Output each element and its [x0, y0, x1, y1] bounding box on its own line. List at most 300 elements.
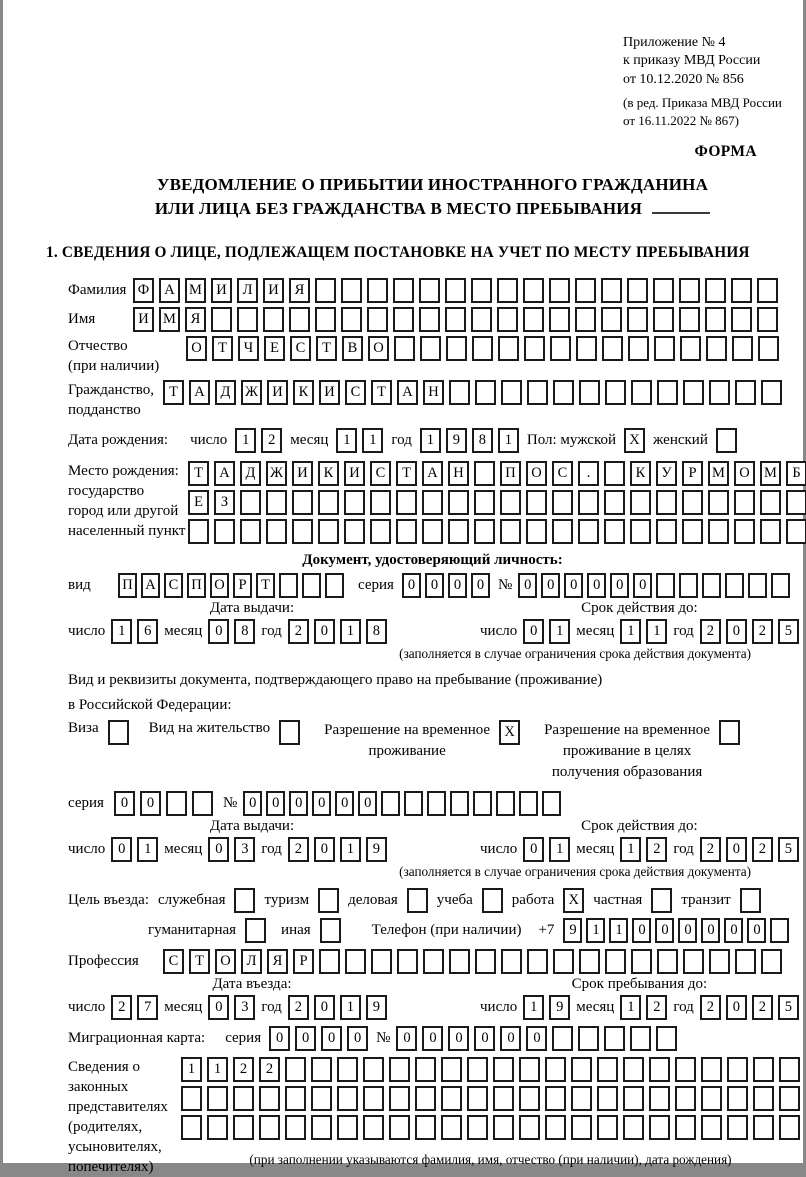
form-cell[interactable]: 2 [261, 428, 282, 453]
form-cell[interactable]: Е [264, 336, 285, 361]
form-cell[interactable]: И [292, 461, 313, 486]
form-cell[interactable] [475, 949, 496, 974]
form-cell[interactable] [279, 720, 300, 745]
form-cell[interactable]: 0 [471, 573, 490, 598]
form-cell[interactable] [654, 336, 675, 361]
form-cell[interactable]: 1 [620, 995, 641, 1020]
form-cell[interactable] [653, 278, 674, 303]
form-cell[interactable]: 1 [207, 1057, 228, 1082]
form-cell[interactable] [601, 278, 622, 303]
form-cell[interactable] [344, 490, 365, 515]
form-cell[interactable]: 0 [422, 1026, 443, 1051]
form-cell[interactable]: 0 [724, 918, 743, 943]
form-cell[interactable] [467, 1115, 488, 1140]
form-cell[interactable] [735, 380, 756, 405]
form-cell[interactable]: И [263, 278, 284, 303]
form-cell[interactable] [381, 791, 400, 816]
form-cell[interactable] [527, 380, 548, 405]
form-cell[interactable] [467, 1086, 488, 1111]
form-cell[interactable] [493, 1115, 514, 1140]
form-cell[interactable] [415, 1086, 436, 1111]
form-cell[interactable] [500, 490, 521, 515]
form-cell[interactable]: 0 [701, 918, 720, 943]
form-cell[interactable]: И [267, 380, 288, 405]
form-cell[interactable]: С [163, 949, 184, 974]
form-cell[interactable] [623, 1115, 644, 1140]
form-cell[interactable]: С [290, 336, 311, 361]
form-cell[interactable] [578, 1026, 599, 1051]
form-cell[interactable] [397, 949, 418, 974]
form-cell[interactable]: М [185, 278, 206, 303]
form-cell[interactable] [701, 1115, 722, 1140]
form-cell[interactable]: 0 [114, 791, 135, 816]
form-cell[interactable]: З [214, 490, 235, 515]
form-cell[interactable] [493, 1057, 514, 1082]
form-cell[interactable] [578, 490, 599, 515]
form-cell[interactable]: 0 [269, 1026, 290, 1051]
form-cell[interactable]: 2 [752, 837, 773, 862]
form-cell[interactable]: О [210, 573, 229, 598]
form-cell[interactable] [553, 949, 574, 974]
form-cell[interactable] [753, 1086, 774, 1111]
form-cell[interactable]: 0 [526, 1026, 547, 1051]
form-cell[interactable]: 1 [111, 619, 132, 644]
form-cell[interactable] [631, 380, 652, 405]
form-cell[interactable]: 6 [137, 619, 158, 644]
form-cell[interactable] [649, 1086, 670, 1111]
form-cell[interactable]: Ж [241, 380, 262, 405]
form-cell[interactable] [259, 1086, 280, 1111]
form-cell[interactable]: 0 [321, 1026, 342, 1051]
form-cell[interactable] [575, 278, 596, 303]
form-cell[interactable]: 0 [208, 995, 229, 1020]
form-cell[interactable] [396, 490, 417, 515]
form-cell[interactable]: О [734, 461, 755, 486]
form-cell[interactable]: Р [233, 573, 252, 598]
form-cell[interactable] [786, 490, 806, 515]
form-cell[interactable] [367, 278, 388, 303]
form-cell[interactable]: О [186, 336, 207, 361]
form-cell[interactable] [630, 519, 651, 544]
form-cell[interactable]: 0 [726, 995, 747, 1020]
form-cell[interactable]: 2 [259, 1057, 280, 1082]
form-cell[interactable]: 2 [700, 995, 721, 1020]
form-cell[interactable] [325, 573, 344, 598]
form-cell[interactable]: 1 [609, 918, 628, 943]
form-cell[interactable]: 1 [586, 918, 605, 943]
form-cell[interactable] [500, 519, 521, 544]
form-cell[interactable] [181, 1115, 202, 1140]
form-cell[interactable] [709, 380, 730, 405]
form-cell[interactable] [519, 791, 538, 816]
form-cell[interactable] [630, 490, 651, 515]
form-cell[interactable] [605, 949, 626, 974]
form-cell[interactable] [731, 307, 752, 332]
form-cell[interactable] [474, 490, 495, 515]
form-cell[interactable]: М [159, 307, 180, 332]
form-cell[interactable]: С [164, 573, 183, 598]
form-cell[interactable] [552, 1026, 573, 1051]
form-cell[interactable] [679, 278, 700, 303]
form-cell[interactable]: 2 [700, 837, 721, 862]
form-cell[interactable]: У [656, 461, 677, 486]
form-cell[interactable]: 8 [472, 428, 493, 453]
form-cell[interactable] [181, 1086, 202, 1111]
form-cell[interactable] [496, 791, 515, 816]
form-cell[interactable]: 2 [288, 995, 309, 1020]
form-cell[interactable] [675, 1057, 696, 1082]
form-cell[interactable] [604, 1026, 625, 1051]
form-cell[interactable]: А [422, 461, 443, 486]
form-cell[interactable]: А [159, 278, 180, 303]
form-cell[interactable] [708, 490, 729, 515]
form-cell[interactable]: О [368, 336, 389, 361]
form-cell[interactable] [318, 490, 339, 515]
form-cell[interactable] [725, 573, 744, 598]
form-cell[interactable]: 0 [655, 918, 674, 943]
form-cell[interactable]: 0 [358, 791, 377, 816]
form-cell[interactable] [370, 519, 391, 544]
form-cell[interactable]: К [630, 461, 651, 486]
form-cell[interactable]: Т [189, 949, 210, 974]
form-cell[interactable] [501, 949, 522, 974]
form-cell[interactable] [363, 1086, 384, 1111]
form-cell[interactable] [628, 336, 649, 361]
form-cell[interactable]: Д [240, 461, 261, 486]
form-cell[interactable] [779, 1057, 800, 1082]
form-cell[interactable] [501, 380, 522, 405]
form-cell[interactable] [571, 1115, 592, 1140]
form-cell[interactable]: 1 [340, 995, 361, 1020]
form-cell[interactable]: А [214, 461, 235, 486]
form-cell[interactable] [709, 949, 730, 974]
form-cell[interactable] [498, 336, 519, 361]
form-cell[interactable]: 2 [700, 619, 721, 644]
form-cell[interactable]: К [318, 461, 339, 486]
form-cell[interactable] [701, 1057, 722, 1082]
form-cell[interactable] [341, 278, 362, 303]
form-cell[interactable] [771, 573, 790, 598]
form-cell[interactable]: И [344, 461, 365, 486]
form-cell[interactable] [344, 519, 365, 544]
form-cell[interactable] [311, 1086, 332, 1111]
form-cell[interactable]: М [760, 461, 781, 486]
form-cell[interactable] [337, 1115, 358, 1140]
form-cell[interactable] [716, 428, 737, 453]
form-cell[interactable]: П [118, 573, 137, 598]
form-cell[interactable] [292, 490, 313, 515]
form-cell[interactable] [682, 490, 703, 515]
form-cell[interactable] [519, 1115, 540, 1140]
form-cell[interactable] [757, 278, 778, 303]
form-cell[interactable]: 0 [140, 791, 161, 816]
form-cell[interactable]: Л [237, 278, 258, 303]
form-cell[interactable] [311, 1057, 332, 1082]
form-cell[interactable] [523, 278, 544, 303]
form-cell[interactable]: М [708, 461, 729, 486]
form-cell[interactable] [575, 307, 596, 332]
form-cell[interactable]: 9 [366, 837, 387, 862]
form-cell[interactable]: 2 [111, 995, 132, 1020]
form-cell[interactable] [732, 336, 753, 361]
form-cell[interactable]: 8 [234, 619, 255, 644]
form-cell[interactable]: Ч [238, 336, 259, 361]
form-cell[interactable] [649, 1057, 670, 1082]
form-cell[interactable] [396, 519, 417, 544]
form-cell[interactable] [234, 888, 255, 913]
form-cell[interactable]: Р [682, 461, 703, 486]
form-cell[interactable] [422, 519, 443, 544]
form-cell[interactable]: 1 [498, 428, 519, 453]
form-cell[interactable] [758, 336, 779, 361]
form-cell[interactable] [367, 307, 388, 332]
form-cell[interactable]: 1 [137, 837, 158, 862]
form-cell[interactable]: 7 [137, 995, 158, 1020]
form-cell[interactable]: 1 [646, 619, 667, 644]
form-cell[interactable] [427, 791, 446, 816]
form-cell[interactable]: 0 [347, 1026, 368, 1051]
form-cell[interactable] [423, 949, 444, 974]
form-cell[interactable] [679, 307, 700, 332]
form-cell[interactable] [727, 1115, 748, 1140]
form-cell[interactable] [545, 1086, 566, 1111]
form-cell[interactable] [259, 1115, 280, 1140]
form-cell[interactable]: П [187, 573, 206, 598]
form-cell[interactable] [601, 307, 622, 332]
form-cell[interactable] [683, 380, 704, 405]
form-cell[interactable]: П [500, 461, 521, 486]
form-cell[interactable]: 0 [747, 918, 766, 943]
form-cell[interactable]: 5 [778, 837, 799, 862]
form-cell[interactable]: 0 [523, 837, 544, 862]
form-cell[interactable] [266, 490, 287, 515]
form-cell[interactable] [705, 307, 726, 332]
form-cell[interactable] [734, 519, 755, 544]
form-cell[interactable]: И [211, 278, 232, 303]
form-cell[interactable]: 0 [314, 619, 335, 644]
form-cell[interactable] [702, 573, 721, 598]
form-cell[interactable]: Ф [133, 278, 154, 303]
form-cell[interactable] [760, 519, 781, 544]
form-cell[interactable] [473, 791, 492, 816]
form-cell[interactable]: С [345, 380, 366, 405]
form-cell[interactable] [285, 1057, 306, 1082]
form-cell[interactable] [719, 720, 740, 745]
form-cell[interactable] [393, 307, 414, 332]
form-cell[interactable] [571, 1086, 592, 1111]
form-cell[interactable] [579, 380, 600, 405]
form-cell[interactable] [526, 490, 547, 515]
form-cell[interactable]: Н [448, 461, 469, 486]
form-cell[interactable]: 0 [633, 573, 652, 598]
form-cell[interactable] [552, 490, 573, 515]
form-cell[interactable] [108, 720, 129, 745]
form-cell[interactable]: 0 [425, 573, 444, 598]
form-cell[interactable] [211, 307, 232, 332]
form-cell[interactable] [407, 888, 428, 913]
form-cell[interactable] [604, 461, 625, 486]
form-cell[interactable]: 0 [402, 573, 421, 598]
form-cell[interactable]: 0 [726, 619, 747, 644]
form-cell[interactable] [708, 519, 729, 544]
form-cell[interactable] [748, 573, 767, 598]
form-cell[interactable] [285, 1115, 306, 1140]
form-cell[interactable]: 0 [312, 791, 331, 816]
form-cell[interactable] [289, 307, 310, 332]
form-cell[interactable]: Б [786, 461, 806, 486]
form-cell[interactable] [761, 380, 782, 405]
form-cell[interactable] [441, 1115, 462, 1140]
form-cell[interactable] [292, 519, 313, 544]
form-cell[interactable]: Т [188, 461, 209, 486]
form-cell[interactable] [207, 1115, 228, 1140]
form-cell[interactable] [389, 1057, 410, 1082]
form-cell[interactable] [705, 278, 726, 303]
form-cell[interactable] [441, 1086, 462, 1111]
form-cell[interactable] [337, 1057, 358, 1082]
form-cell[interactable] [166, 791, 187, 816]
form-cell[interactable]: 9 [366, 995, 387, 1020]
form-cell[interactable] [389, 1086, 410, 1111]
form-cell[interactable] [727, 1086, 748, 1111]
form-cell[interactable] [549, 307, 570, 332]
form-cell[interactable] [415, 1057, 436, 1082]
form-cell[interactable]: А [141, 573, 160, 598]
form-cell[interactable] [753, 1115, 774, 1140]
form-cell[interactable]: 3 [234, 995, 255, 1020]
form-cell[interactable] [545, 1057, 566, 1082]
form-cell[interactable] [192, 791, 213, 816]
form-cell[interactable] [474, 519, 495, 544]
form-cell[interactable] [302, 573, 321, 598]
form-cell[interactable]: 0 [587, 573, 606, 598]
form-cell[interactable] [735, 949, 756, 974]
form-cell[interactable]: X [499, 720, 520, 745]
form-cell[interactable]: Я [289, 278, 310, 303]
form-cell[interactable] [753, 1057, 774, 1082]
form-cell[interactable]: 0 [541, 573, 560, 598]
form-cell[interactable]: 0 [500, 1026, 521, 1051]
form-cell[interactable] [188, 519, 209, 544]
form-cell[interactable]: 0 [564, 573, 583, 598]
form-cell[interactable]: Я [185, 307, 206, 332]
form-cell[interactable]: Т [163, 380, 184, 405]
form-cell[interactable] [675, 1115, 696, 1140]
form-cell[interactable] [311, 1115, 332, 1140]
form-cell[interactable] [482, 888, 503, 913]
form-cell[interactable]: 0 [448, 1026, 469, 1051]
form-cell[interactable]: Т [371, 380, 392, 405]
form-cell[interactable] [337, 1086, 358, 1111]
form-cell[interactable] [680, 336, 701, 361]
form-cell[interactable] [315, 307, 336, 332]
form-cell[interactable]: 0 [474, 1026, 495, 1051]
form-cell[interactable] [656, 573, 675, 598]
form-cell[interactable] [450, 791, 469, 816]
form-cell[interactable] [370, 490, 391, 515]
form-cell[interactable]: Т [212, 336, 233, 361]
form-cell[interactable] [415, 1115, 436, 1140]
form-cell[interactable] [497, 278, 518, 303]
form-cell[interactable] [553, 380, 574, 405]
form-cell[interactable] [682, 519, 703, 544]
form-cell[interactable] [656, 490, 677, 515]
form-cell[interactable]: 0 [111, 837, 132, 862]
form-cell[interactable] [341, 307, 362, 332]
form-cell[interactable] [345, 949, 366, 974]
form-cell[interactable]: 3 [234, 837, 255, 862]
form-cell[interactable] [679, 573, 698, 598]
form-cell[interactable]: 2 [288, 837, 309, 862]
form-cell[interactable]: 1 [620, 619, 641, 644]
form-cell[interactable]: 1 [620, 837, 641, 862]
form-cell[interactable] [471, 278, 492, 303]
form-cell[interactable]: Н [423, 380, 444, 405]
form-cell[interactable] [233, 1086, 254, 1111]
form-cell[interactable] [233, 1115, 254, 1140]
form-cell[interactable] [656, 519, 677, 544]
form-cell[interactable] [445, 307, 466, 332]
form-cell[interactable] [734, 490, 755, 515]
form-cell[interactable]: 0 [523, 619, 544, 644]
form-cell[interactable]: О [526, 461, 547, 486]
form-cell[interactable] [786, 519, 806, 544]
form-cell[interactable] [519, 1057, 540, 1082]
form-cell[interactable] [576, 336, 597, 361]
form-cell[interactable]: 1 [523, 995, 544, 1020]
form-cell[interactable] [571, 1057, 592, 1082]
form-cell[interactable] [285, 1086, 306, 1111]
form-cell[interactable] [706, 336, 727, 361]
form-cell[interactable] [579, 949, 600, 974]
form-cell[interactable]: Е [188, 490, 209, 515]
form-cell[interactable]: 0 [243, 791, 262, 816]
form-cell[interactable]: 2 [288, 619, 309, 644]
form-cell[interactable] [279, 573, 298, 598]
form-cell[interactable]: 9 [549, 995, 570, 1020]
form-cell[interactable] [651, 888, 672, 913]
form-cell[interactable] [318, 519, 339, 544]
form-cell[interactable]: И [319, 380, 340, 405]
form-cell[interactable]: 0 [632, 918, 651, 943]
form-cell[interactable] [631, 949, 652, 974]
form-cell[interactable] [319, 949, 340, 974]
form-cell[interactable] [472, 336, 493, 361]
form-cell[interactable] [448, 519, 469, 544]
form-cell[interactable] [731, 278, 752, 303]
form-cell[interactable]: 0 [396, 1026, 417, 1051]
form-cell[interactable]: 5 [778, 995, 799, 1020]
form-cell[interactable] [552, 519, 573, 544]
form-cell[interactable] [656, 1026, 677, 1051]
form-cell[interactable] [630, 1026, 651, 1051]
form-cell[interactable]: Т [316, 336, 337, 361]
form-cell[interactable] [419, 307, 440, 332]
form-cell[interactable] [449, 380, 470, 405]
form-cell[interactable]: Т [396, 461, 417, 486]
form-cell[interactable] [475, 380, 496, 405]
form-cell[interactable]: 1 [181, 1057, 202, 1082]
form-cell[interactable]: 8 [366, 619, 387, 644]
form-cell[interactable] [779, 1086, 800, 1111]
form-cell[interactable] [623, 1086, 644, 1111]
form-cell[interactable] [649, 1115, 670, 1140]
form-cell[interactable]: С [370, 461, 391, 486]
form-cell[interactable] [315, 278, 336, 303]
form-cell[interactable]: 0 [726, 837, 747, 862]
form-cell[interactable] [627, 307, 648, 332]
form-cell[interactable]: 2 [752, 619, 773, 644]
